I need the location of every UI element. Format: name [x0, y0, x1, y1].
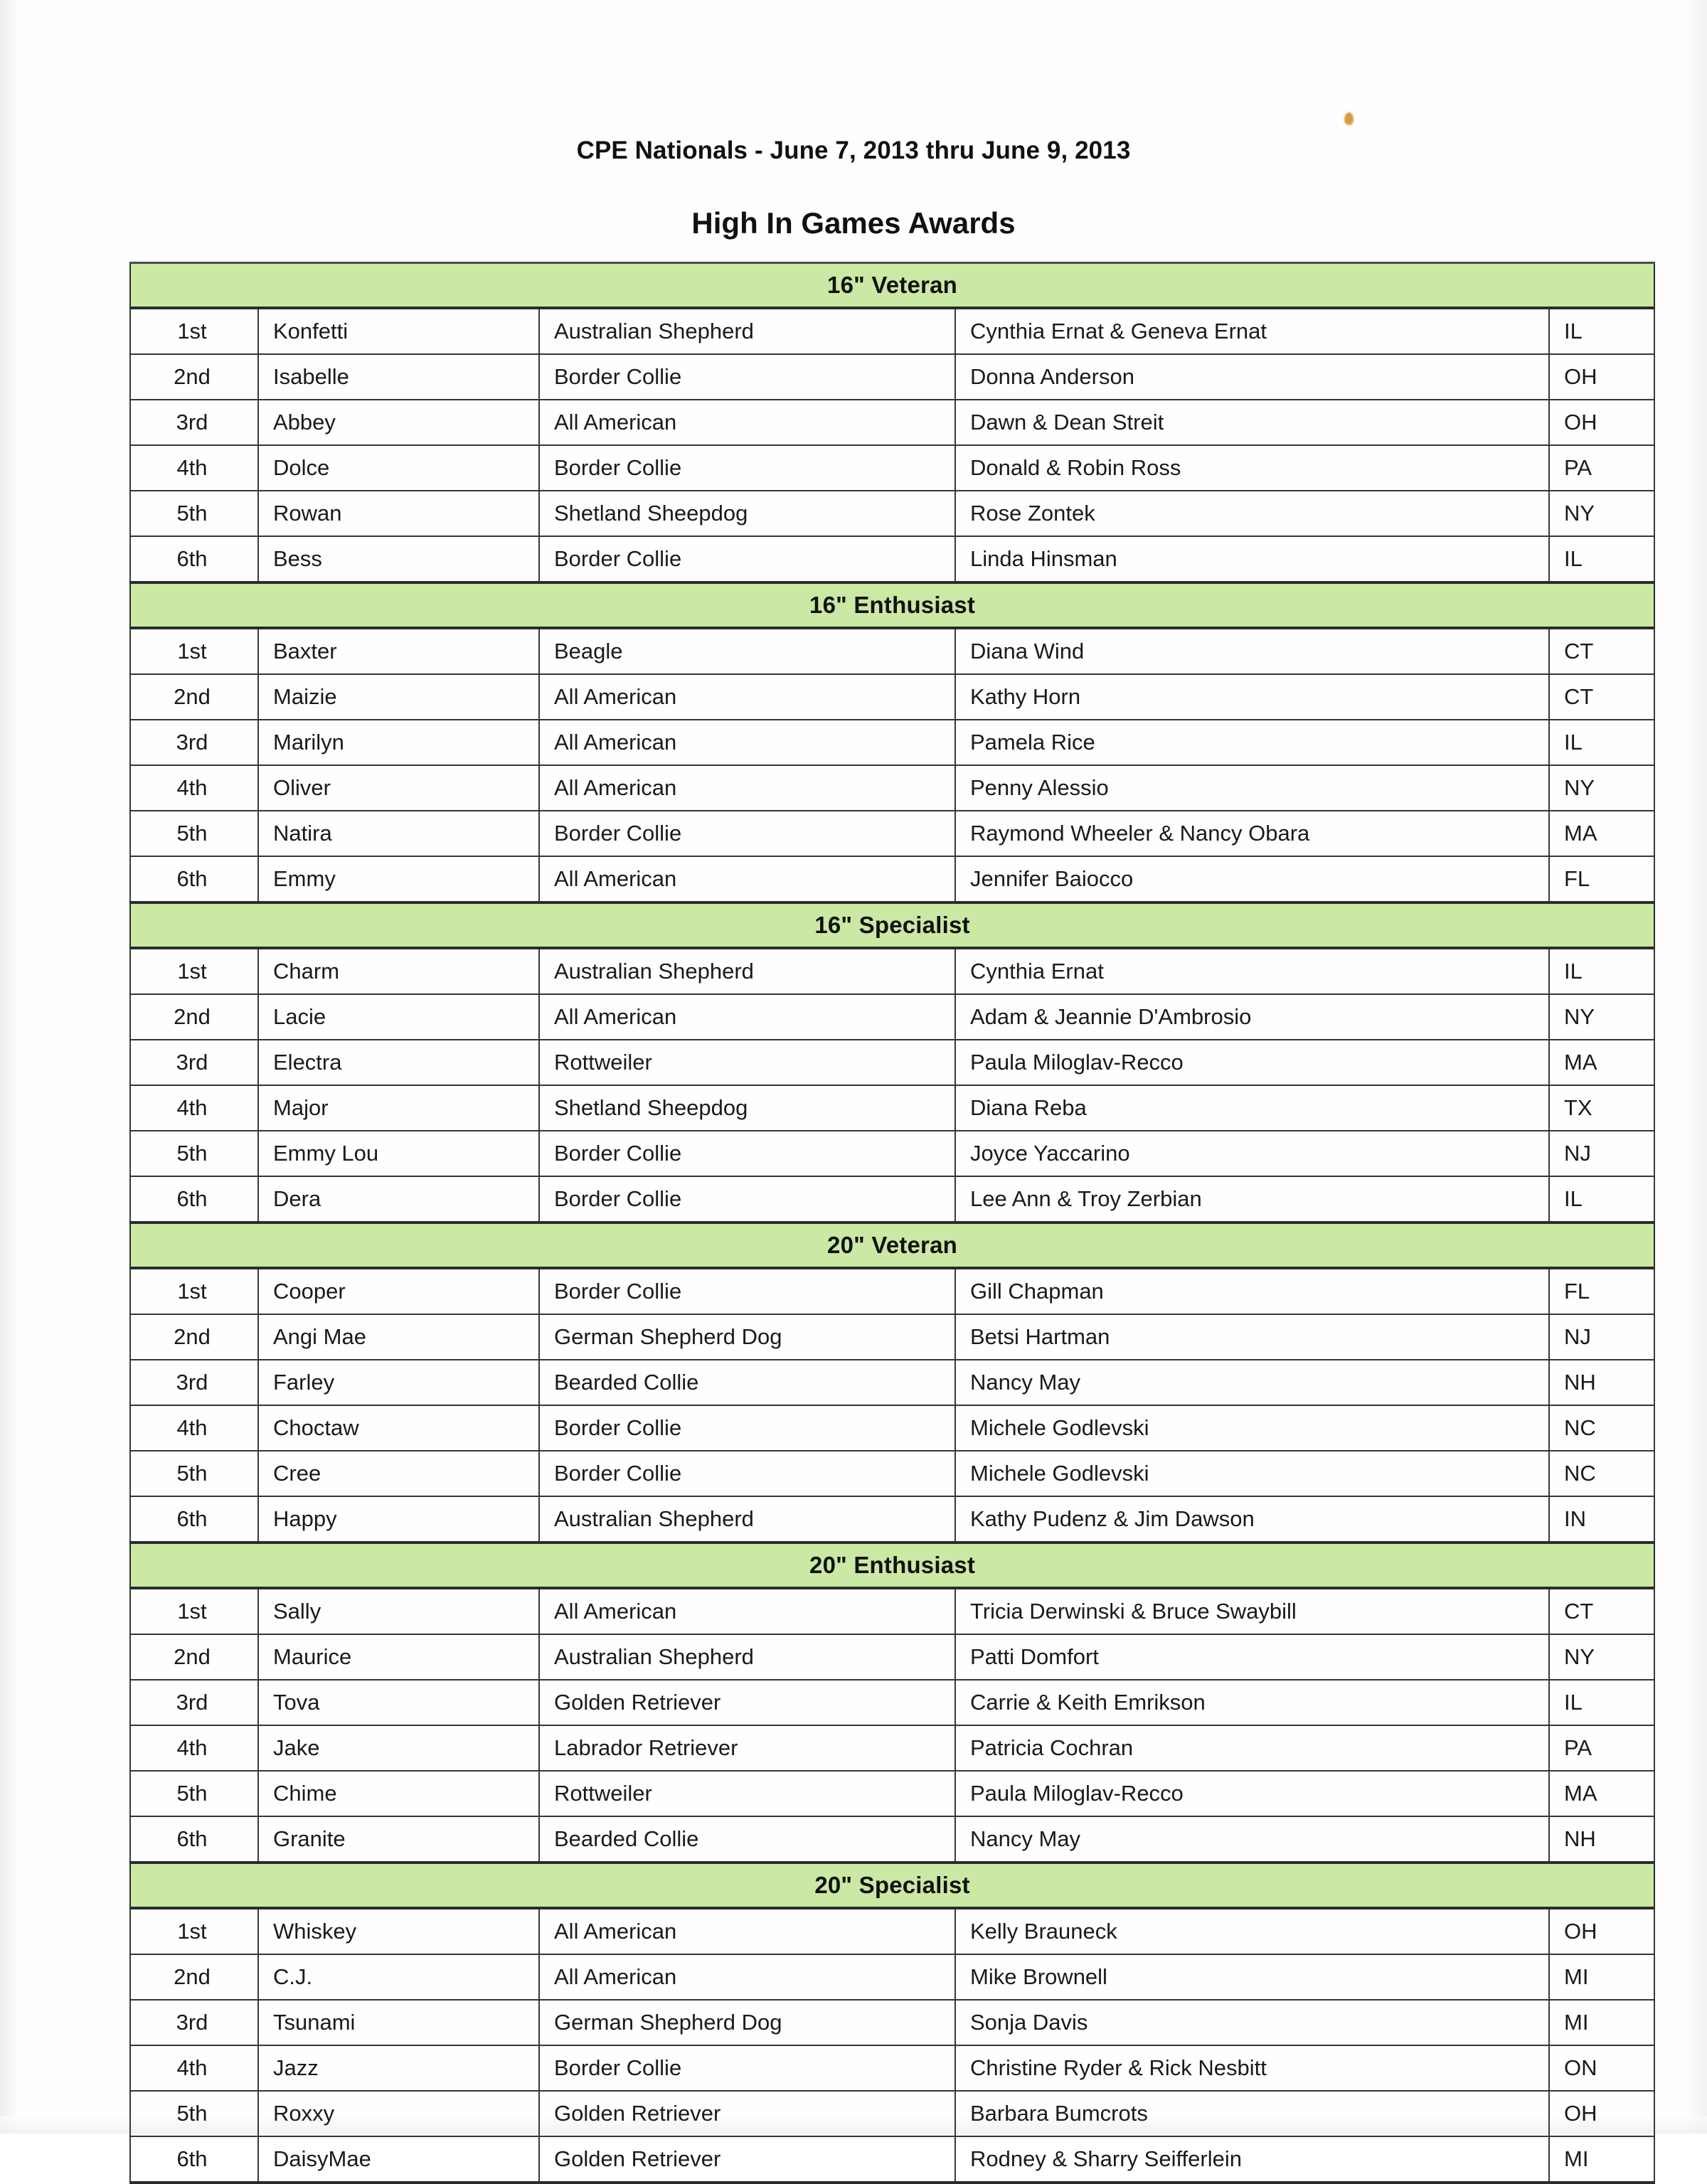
- table-row: [130, 400, 1654, 445]
- cell-handler: Mike Brownell: [955, 1954, 1549, 2000]
- cell-state: IN: [1549, 1496, 1654, 1543]
- cell-handler: Christine Ryder & Rick Nesbitt: [955, 2045, 1549, 2091]
- cell-handler: Linda Hinsman: [955, 536, 1549, 582]
- table-row: [130, 1314, 1654, 1360]
- cell-dog: Bess: [258, 536, 539, 582]
- cell-state: NC: [1549, 1405, 1654, 1451]
- cell-handler: Betsi Hartman: [955, 1314, 1549, 1360]
- section-header-row: [130, 1543, 1654, 1588]
- cell-place: 2nd: [130, 994, 258, 1040]
- table-row: [130, 2091, 1654, 2136]
- cell-state: CT: [1549, 1588, 1654, 1634]
- table-row: [130, 1131, 1654, 1176]
- cell-dog: Granite: [258, 1816, 539, 1863]
- cell-breed: Beagle: [539, 628, 955, 674]
- results-table: [129, 262, 1655, 2184]
- cell-place: 5th: [130, 1131, 258, 1176]
- cell-state: IL: [1549, 948, 1654, 994]
- cell-place: 5th: [130, 1771, 258, 1816]
- scan-edge-left: [0, 0, 18, 2134]
- table-row: [130, 308, 1654, 354]
- cell-breed: All American: [539, 1588, 955, 1634]
- cell-state: NJ: [1549, 1131, 1654, 1176]
- cell-breed: Golden Retriever: [539, 2136, 955, 2183]
- cell-state: NY: [1549, 1634, 1654, 1680]
- cell-state: OH: [1549, 1908, 1654, 1954]
- cell-breed: All American: [539, 400, 955, 445]
- table-row: [130, 445, 1654, 491]
- cell-state: MI: [1549, 2000, 1654, 2045]
- cell-breed: All American: [539, 1908, 955, 1954]
- cell-state: NY: [1549, 765, 1654, 811]
- cell-handler: Pamela Rice: [955, 720, 1549, 765]
- section-header-row: [130, 902, 1654, 948]
- section-heading: 20" Specialist: [130, 1863, 1654, 1908]
- cell-state: MI: [1549, 2136, 1654, 2183]
- page-title: High In Games Awards: [691, 206, 1016, 240]
- cell-breed: Labrador Retriever: [539, 1725, 955, 1771]
- cell-place: 6th: [130, 1176, 258, 1222]
- cell-place: 5th: [130, 1451, 258, 1496]
- cell-state: CT: [1549, 628, 1654, 674]
- cell-place: 6th: [130, 1816, 258, 1863]
- section-header-row: [130, 1222, 1654, 1268]
- cell-breed: German Shepherd Dog: [539, 2000, 955, 2045]
- table-row: [130, 1680, 1654, 1725]
- cell-place: 3rd: [130, 1680, 258, 1725]
- cell-dog: Natira: [258, 811, 539, 856]
- cell-dog: Cooper: [258, 1268, 539, 1314]
- section-heading: 16" Veteran: [130, 263, 1654, 309]
- cell-place: 1st: [130, 1268, 258, 1314]
- cell-place: 4th: [130, 765, 258, 811]
- cell-dog: Tova: [258, 1680, 539, 1725]
- cell-dog: Roxxy: [258, 2091, 539, 2136]
- section-header-row: [130, 1863, 1654, 1908]
- cell-breed: All American: [539, 674, 955, 720]
- cell-handler: Barbara Bumcrots: [955, 2091, 1549, 2136]
- table-row: [130, 628, 1654, 674]
- cell-place: 1st: [130, 1588, 258, 1634]
- cell-state: MA: [1549, 1771, 1654, 1816]
- cell-place: 4th: [130, 445, 258, 491]
- table-row: [130, 1816, 1654, 1863]
- cell-state: NY: [1549, 491, 1654, 536]
- table-row: [130, 811, 1654, 856]
- cell-state: MA: [1549, 1040, 1654, 1085]
- cell-state: FL: [1549, 1268, 1654, 1314]
- cell-breed: All American: [539, 1954, 955, 2000]
- table-row: [130, 491, 1654, 536]
- cell-handler: Nancy May: [955, 1816, 1549, 1863]
- cell-handler: Michele Godlevski: [955, 1451, 1549, 1496]
- cell-dog: Dera: [258, 1176, 539, 1222]
- cell-handler: Cynthia Ernat & Geneva Ernat: [955, 308, 1549, 354]
- cell-place: 4th: [130, 1405, 258, 1451]
- cell-dog: Cree: [258, 1451, 539, 1496]
- cell-state: CT: [1549, 674, 1654, 720]
- cell-place: 5th: [130, 2091, 258, 2136]
- cell-place: 1st: [130, 948, 258, 994]
- cell-breed: Border Collie: [539, 1268, 955, 1314]
- cell-dog: DaisyMae: [258, 2136, 539, 2183]
- cell-handler: Donna Anderson: [955, 354, 1549, 400]
- table-row: [130, 1268, 1654, 1314]
- table-row: [130, 2136, 1654, 2183]
- cell-breed: German Shepherd Dog: [539, 1314, 955, 1360]
- cell-handler: Gill Chapman: [955, 1268, 1549, 1314]
- cell-dog: Major: [258, 1085, 539, 1131]
- cell-state: NY: [1549, 994, 1654, 1040]
- cell-breed: All American: [539, 994, 955, 1040]
- cell-state: TX: [1549, 1085, 1654, 1131]
- cell-place: 5th: [130, 811, 258, 856]
- cell-breed: Bearded Collie: [539, 1360, 955, 1405]
- cell-state: MA: [1549, 811, 1654, 856]
- cell-breed: Border Collie: [539, 1176, 955, 1222]
- cell-state: IL: [1549, 1680, 1654, 1725]
- cell-place: 3rd: [130, 720, 258, 765]
- cell-dog: Abbey: [258, 400, 539, 445]
- cell-state: IL: [1549, 720, 1654, 765]
- cell-handler: Sonja Davis: [955, 2000, 1549, 2045]
- cell-breed: All American: [539, 720, 955, 765]
- cell-handler: Michele Godlevski: [955, 1405, 1549, 1451]
- cell-breed: All American: [539, 765, 955, 811]
- cell-handler: Rose Zontek: [955, 491, 1549, 536]
- table-row: [130, 2045, 1654, 2091]
- table-row: [130, 1176, 1654, 1222]
- cell-breed: Border Collie: [539, 445, 955, 491]
- cell-dog: Chime: [258, 1771, 539, 1816]
- cell-dog: Happy: [258, 1496, 539, 1543]
- cell-state: OH: [1549, 400, 1654, 445]
- table-row: [130, 1040, 1654, 1085]
- section-heading: 20" Enthusiast: [130, 1543, 1654, 1588]
- cell-state: PA: [1549, 445, 1654, 491]
- cell-dog: Lacie: [258, 994, 539, 1040]
- cell-place: 4th: [130, 1725, 258, 1771]
- scan-speck-artifact: [1344, 112, 1354, 125]
- cell-place: 6th: [130, 856, 258, 902]
- cell-place: 4th: [130, 2045, 258, 2091]
- cell-breed: Golden Retriever: [539, 1680, 955, 1725]
- cell-handler: Patti Domfort: [955, 1634, 1549, 1680]
- scan-edge-right: [1686, 0, 1707, 2134]
- cell-breed: Australian Shepherd: [539, 308, 955, 354]
- table-row: [130, 1496, 1654, 1543]
- section-heading: 16" Enthusiast: [130, 582, 1654, 628]
- cell-place: 3rd: [130, 400, 258, 445]
- cell-state: NJ: [1549, 1314, 1654, 1360]
- cell-place: 6th: [130, 1496, 258, 1543]
- cell-handler: Kathy Pudenz & Jim Dawson: [955, 1496, 1549, 1543]
- cell-dog: Jake: [258, 1725, 539, 1771]
- cell-dog: Whiskey: [258, 1908, 539, 1954]
- cell-place: 3rd: [130, 1040, 258, 1085]
- cell-dog: Tsunami: [258, 2000, 539, 2045]
- table-row: [130, 720, 1654, 765]
- table-row: [130, 2000, 1654, 2045]
- cell-dog: Angi Mae: [258, 1314, 539, 1360]
- section-header-row: [130, 582, 1654, 628]
- cell-place: 3rd: [130, 2000, 258, 2045]
- cell-handler: Kathy Horn: [955, 674, 1549, 720]
- cell-breed: Border Collie: [539, 354, 955, 400]
- cell-handler: Paula Miloglav-Recco: [955, 1040, 1549, 1085]
- cell-dog: Electra: [258, 1040, 539, 1085]
- cell-state: PA: [1549, 1725, 1654, 1771]
- cell-state: NC: [1549, 1451, 1654, 1496]
- cell-place: 4th: [130, 1085, 258, 1131]
- cell-handler: Diana Wind: [955, 628, 1549, 674]
- cell-dog: Baxter: [258, 628, 539, 674]
- cell-breed: Shetland Sheepdog: [539, 1085, 955, 1131]
- table-row: [130, 354, 1654, 400]
- cell-state: MI: [1549, 1954, 1654, 2000]
- cell-breed: Bearded Collie: [539, 1816, 955, 1863]
- cell-handler: Rodney & Sharry Seifferlein: [955, 2136, 1549, 2183]
- cell-handler: Joyce Yaccarino: [955, 1131, 1549, 1176]
- cell-place: 3rd: [130, 1360, 258, 1405]
- cell-breed: Rottweiler: [539, 1040, 955, 1085]
- cell-place: 2nd: [130, 1954, 258, 2000]
- cell-state: IL: [1549, 308, 1654, 354]
- cell-breed: Border Collie: [539, 536, 955, 582]
- cell-breed: Border Collie: [539, 1131, 955, 1176]
- table-row: [130, 1405, 1654, 1451]
- cell-dog: Maizie: [258, 674, 539, 720]
- cell-dog: Isabelle: [258, 354, 539, 400]
- table-row: [130, 1085, 1654, 1131]
- cell-handler: Carrie & Keith Emrikson: [955, 1680, 1549, 1725]
- cell-place: 1st: [130, 628, 258, 674]
- table-row: [130, 536, 1654, 582]
- cell-state: IL: [1549, 1176, 1654, 1222]
- cell-dog: Charm: [258, 948, 539, 994]
- cell-place: 2nd: [130, 354, 258, 400]
- cell-dog: Sally: [258, 1588, 539, 1634]
- table-row: [130, 1771, 1654, 1816]
- table-row: [130, 1451, 1654, 1496]
- cell-place: 2nd: [130, 1634, 258, 1680]
- table-row: [130, 674, 1654, 720]
- cell-state: FL: [1549, 856, 1654, 902]
- cell-handler: Kelly Brauneck: [955, 1908, 1549, 1954]
- table-row: [130, 1634, 1654, 1680]
- cell-breed: Australian Shepherd: [539, 1496, 955, 1543]
- table-row: [130, 1588, 1654, 1634]
- cell-dog: Oliver: [258, 765, 539, 811]
- cell-dog: Konfetti: [258, 308, 539, 354]
- section-header-row: [130, 263, 1654, 309]
- document-title: CPE Nationals - June 7, 2013 thru June 9, 2013: [576, 137, 1131, 164]
- cell-handler: Paula Miloglav-Recco: [955, 1771, 1549, 1816]
- cell-handler: Diana Reba: [955, 1085, 1549, 1131]
- table-row: [130, 948, 1654, 994]
- cell-place: 5th: [130, 491, 258, 536]
- cell-dog: Jazz: [258, 2045, 539, 2091]
- cell-state: NH: [1549, 1360, 1654, 1405]
- cell-breed: Shetland Sheepdog: [539, 491, 955, 536]
- table-row: [130, 856, 1654, 902]
- table-row: [130, 994, 1654, 1040]
- cell-dog: Maurice: [258, 1634, 539, 1680]
- cell-handler: Adam & Jeannie D'Ambrosio: [955, 994, 1549, 1040]
- cell-state: IL: [1549, 536, 1654, 582]
- cell-place: 1st: [130, 308, 258, 354]
- cell-breed: Golden Retriever: [539, 2091, 955, 2136]
- cell-place: 6th: [130, 2136, 258, 2183]
- cell-handler: Tricia Derwinski & Bruce Swaybill: [955, 1588, 1549, 1634]
- table-row: [130, 1954, 1654, 2000]
- cell-handler: Lee Ann & Troy Zerbian: [955, 1176, 1549, 1222]
- cell-handler: Penny Alessio: [955, 765, 1549, 811]
- cell-dog: Marilyn: [258, 720, 539, 765]
- section-heading: 20" Veteran: [130, 1222, 1654, 1268]
- cell-state: OH: [1549, 2091, 1654, 2136]
- cell-handler: Patricia Cochran: [955, 1725, 1549, 1771]
- section-heading: 16" Specialist: [130, 902, 1654, 948]
- cell-handler: Donald & Robin Ross: [955, 445, 1549, 491]
- cell-state: NH: [1549, 1816, 1654, 1863]
- cell-dog: C.J.: [258, 1954, 539, 2000]
- cell-breed: All American: [539, 856, 955, 902]
- cell-place: 6th: [130, 536, 258, 582]
- cell-handler: Cynthia Ernat: [955, 948, 1549, 994]
- cell-dog: Choctaw: [258, 1405, 539, 1451]
- cell-dog: Farley: [258, 1360, 539, 1405]
- cell-breed: Australian Shepherd: [539, 1634, 955, 1680]
- table-row: [130, 1725, 1654, 1771]
- cell-dog: Rowan: [258, 491, 539, 536]
- table-row: [130, 1360, 1654, 1405]
- cell-dog: Dolce: [258, 445, 539, 491]
- cell-state: OH: [1549, 354, 1654, 400]
- cell-handler: Dawn & Dean Streit: [955, 400, 1549, 445]
- cell-handler: Jennifer Baiocco: [955, 856, 1549, 902]
- cell-dog: Emmy: [258, 856, 539, 902]
- cell-breed: Australian Shepherd: [539, 948, 955, 994]
- table-row: [130, 1908, 1654, 1954]
- cell-breed: Rottweiler: [539, 1771, 955, 1816]
- cell-state: ON: [1549, 2045, 1654, 2091]
- cell-handler: Raymond Wheeler & Nancy Obara: [955, 811, 1549, 856]
- cell-place: 2nd: [130, 1314, 258, 1360]
- cell-breed: Border Collie: [539, 1405, 955, 1451]
- cell-breed: Border Collie: [539, 811, 955, 856]
- cell-breed: Border Collie: [539, 1451, 955, 1496]
- cell-place: 1st: [130, 1908, 258, 1954]
- cell-dog: Emmy Lou: [258, 1131, 539, 1176]
- cell-breed: Border Collie: [539, 2045, 955, 2091]
- table-row: [130, 765, 1654, 811]
- cell-place: 2nd: [130, 674, 258, 720]
- cell-handler: Nancy May: [955, 1360, 1549, 1405]
